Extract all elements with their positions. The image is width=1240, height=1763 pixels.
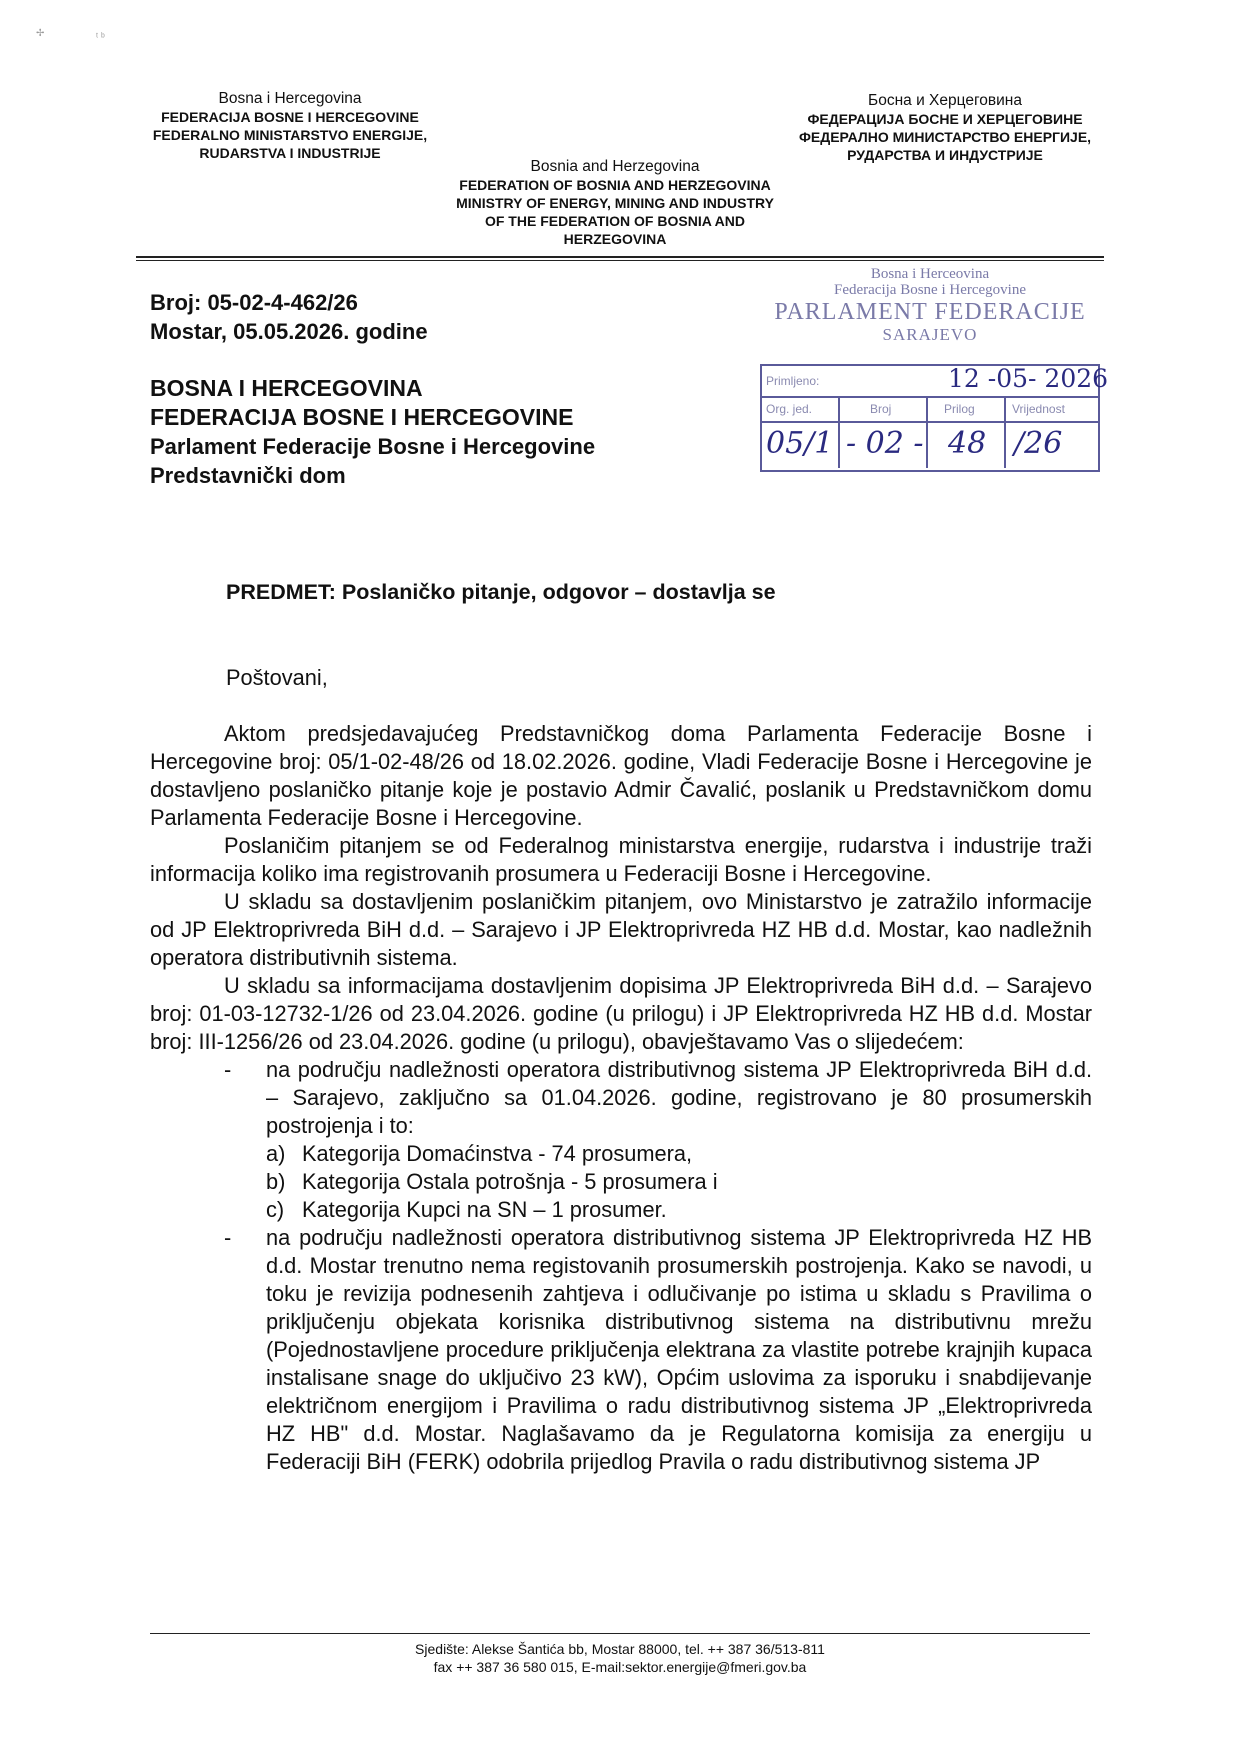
list-item — [150, 1056, 1092, 1224]
header-left — [130, 90, 450, 162]
recipient-line4: Predstavnički dom — [150, 463, 346, 488]
stamp-grid-line — [926, 396, 928, 468]
stamp-line4: SARAJEVO — [882, 325, 978, 344]
place-date: Mostar, 05.05.2026. godine — [150, 319, 428, 344]
header-right-line1: Босна и Херцеговина — [868, 92, 1022, 109]
paragraph-2: Poslaničim pitanjem se od Federalnog ministarstva energije, rudarstva i industrije traži informacija koliko ima registrovanih prosumera u Federaciji Bosne i Hercegovine. — [150, 833, 1092, 886]
scan-speck: ✢ — [36, 28, 45, 39]
stamp-line3: PARLAMENT FEDERACIJE — [774, 299, 1086, 325]
recipient-line3: Parlament Federacije Bosne i Hercegovine — [150, 434, 596, 459]
header-rule-thin — [136, 260, 1104, 261]
reference-number: Broj: 05-02-4-462/26 — [150, 290, 358, 315]
salutation: Poštovani, — [226, 665, 328, 690]
sub-item-letter: a) — [266, 1141, 286, 1166]
stamp-col-vrijednost: Vrijednost — [1012, 402, 1065, 416]
stamp-line1: Bosna i Herceovina — [870, 266, 990, 282]
stamp-grid-line — [1004, 396, 1006, 468]
stamp-val-prilog: 48 — [948, 426, 987, 461]
header-left-line1: Bosna i Hercegovina — [218, 90, 362, 107]
sub-item-c — [266, 1196, 1092, 1224]
list-item — [150, 1224, 1092, 1476]
stamp-grid-line — [760, 396, 1098, 398]
stamp-val-org: 05/1 — [766, 426, 834, 461]
footer-contact: fax ++ 387 36 580 015, E-mail:sektor.energije@fmeri.gov.ba — [433, 1659, 807, 1675]
sub-item-b — [266, 1168, 1092, 1196]
header-left-line4: RUDARSTVA I INDUSTRIJE — [199, 145, 381, 161]
stamp-val-broj: - 02 - — [846, 426, 924, 461]
paragraph-1: Aktom predsjedavajućeg Predstavničkog doma Parlamenta Federacije Bosne i Hercegovine broj: 05/1-02-48/26 od 18.02.2026. godine, Vladi Federacije Bosne i Hercegovine je dostavljeno poslaničko pitanje koje je postavio Admir Čavalić, poslanik u Predstavničkom domu Parlamenta Federacije Bosne i Hercegovine. — [150, 721, 1092, 830]
stamp-val-vrijednost: /26 — [1014, 426, 1063, 461]
recipient-line2: FEDERACIJA BOSNE I HERCEGOVINE — [150, 404, 574, 430]
list-item-1-text: na području nadležnosti operatora distributivnog sistema JP Elektroprivreda BiH d.d. – Sarajevo, zaključno sa 01.04.2026. godine, registrovano je 80 prosumerskih postrojenja i to: — [266, 1057, 1092, 1138]
footer-address: Sjedište: Alekse Šantića bb, Mostar 88000, tel. ++ 387 36/513-811 — [415, 1641, 825, 1657]
stamp-received-label: Primljeno: — [766, 374, 820, 388]
header-left-line3: FEDERALNO MINISTARSTVO ENERGIJE, — [152, 127, 428, 143]
stamp-grid-line — [838, 396, 840, 468]
paragraph-4: U skladu sa informacijama dostavljenim dopisima JP Elektroprivreda BiH d.d. – Sarajevo broj: 01-03-12732-1/26 od 23.04.2026. godine (u prilogu) i JP Elektroprivreda HZ HB d.d. Mostar broj: III-1256/26 od 23.04.2026. godine (u prilogu), obavještavamo Vas o slijedećem: — [150, 973, 1092, 1054]
subject-line: PREDMET: Poslaničko pitanje, odgovor – dostavlja se — [226, 580, 776, 604]
recipient-line1: BOSNA I HERCEGOVINA — [150, 375, 423, 401]
footer — [150, 1640, 1090, 1676]
reception-stamp — [740, 266, 1120, 476]
sub-item-text: Kategorija Domaćinstva - 74 prosumera, — [302, 1141, 693, 1166]
stamp-col-broj: Broj — [870, 402, 892, 416]
list-dash: - — [224, 1057, 232, 1082]
header-rule — [136, 256, 1104, 258]
letter-body — [150, 720, 1092, 1476]
recipient-block — [150, 374, 595, 490]
scan-speck: ᵗ ᵇ — [96, 32, 105, 43]
footer-rule — [150, 1633, 1090, 1634]
sub-item-a — [266, 1140, 1092, 1168]
stamp-line2: Federacija Bosne i Hercegovine — [833, 282, 1026, 298]
header-center-line2: FEDERATION OF BOSNIA AND HERZEGOVINA — [459, 177, 771, 193]
list-item-2-text: na području nadležnosti operatora distributivnog sistema JP Elektroprivreda HZ HB d.d. Mostar trenutno nema registovanih prosumerskih postrojenja. Kako se navodi, u toku je revizija podnesenih zahtjeva i odlučivanje po istima u skladu s Pravilima o priključenju objekata korisnika distributivnog sistema na distributivnu mrežu (Pojednostavljene procedure priključenja elektrana za vlastite potrebe krajnjih kupaca instalisane snage do uključivo 23 kW), Općim uslovima za isporuku i snabdijevanje električnom energijom i Pravilima o radu distributivnog sistema JP „Elektroprivreda HZ HB" d.d. Mostar. Naglašavamo da je Regulatorna komisija za energiju u Federaciji BiH (FERK) odobrila prijedlog Pravila o radu distributivnog sistema JP — [266, 1225, 1092, 1474]
stamp-grid-line — [760, 421, 1098, 423]
stamp-col-org: Org. jed. — [766, 402, 813, 416]
header-center-line3: MINISTRY OF ENERGY, MINING AND INDUSTRY — [456, 195, 774, 211]
list-dash: - — [224, 1225, 232, 1250]
reference-block — [150, 288, 428, 346]
paragraph-3: U skladu sa dostavljenim poslaničkim pitanjem, ovo Ministarstvo je zatražilo informacije od JP Elektroprivreda BiH d.d. – Sarajevo i JP Elektroprivreda HZ HB d.d. Mostar, kao nadležnih operatora distributivnih sistema. — [150, 889, 1092, 970]
header-center-line1: Bosnia and Herzegovina — [530, 158, 700, 175]
stamp-col-prilog: Prilog — [944, 402, 975, 416]
header-left-line2: FEDERACIJA BOSNE I HERCEGOVINE — [161, 109, 419, 125]
sub-item-letter: b) — [266, 1169, 286, 1194]
header-right-line4: РУДАРСТВА И ИНДУСТРИЈЕ — [847, 147, 1043, 163]
sub-item-text: Kategorija Kupci na SN – 1 prosumer. — [302, 1197, 667, 1222]
header-center-line4: OF THE FEDERATION OF BOSNIA AND — [484, 213, 746, 229]
header-right — [780, 92, 1110, 164]
sub-item-text: Kategorija Ostala potrošnja - 5 prosumera i — [302, 1169, 718, 1194]
sub-item-letter: c) — [266, 1197, 285, 1222]
header-right-line3: ФЕДЕРАЛНО МИНИСТАРСТВО ЕНЕРГИЈЕ, — [798, 129, 1092, 145]
header-center-line5: HERZEGOVINA — [563, 231, 667, 247]
stamp-received-date: 12 -05- 2026 — [948, 364, 1109, 393]
header-center — [430, 158, 800, 248]
header-right-line2: ФЕДЕРАЦИЈА БОСНЕ И ХЕРЦЕГОВИНЕ — [807, 111, 1083, 127]
